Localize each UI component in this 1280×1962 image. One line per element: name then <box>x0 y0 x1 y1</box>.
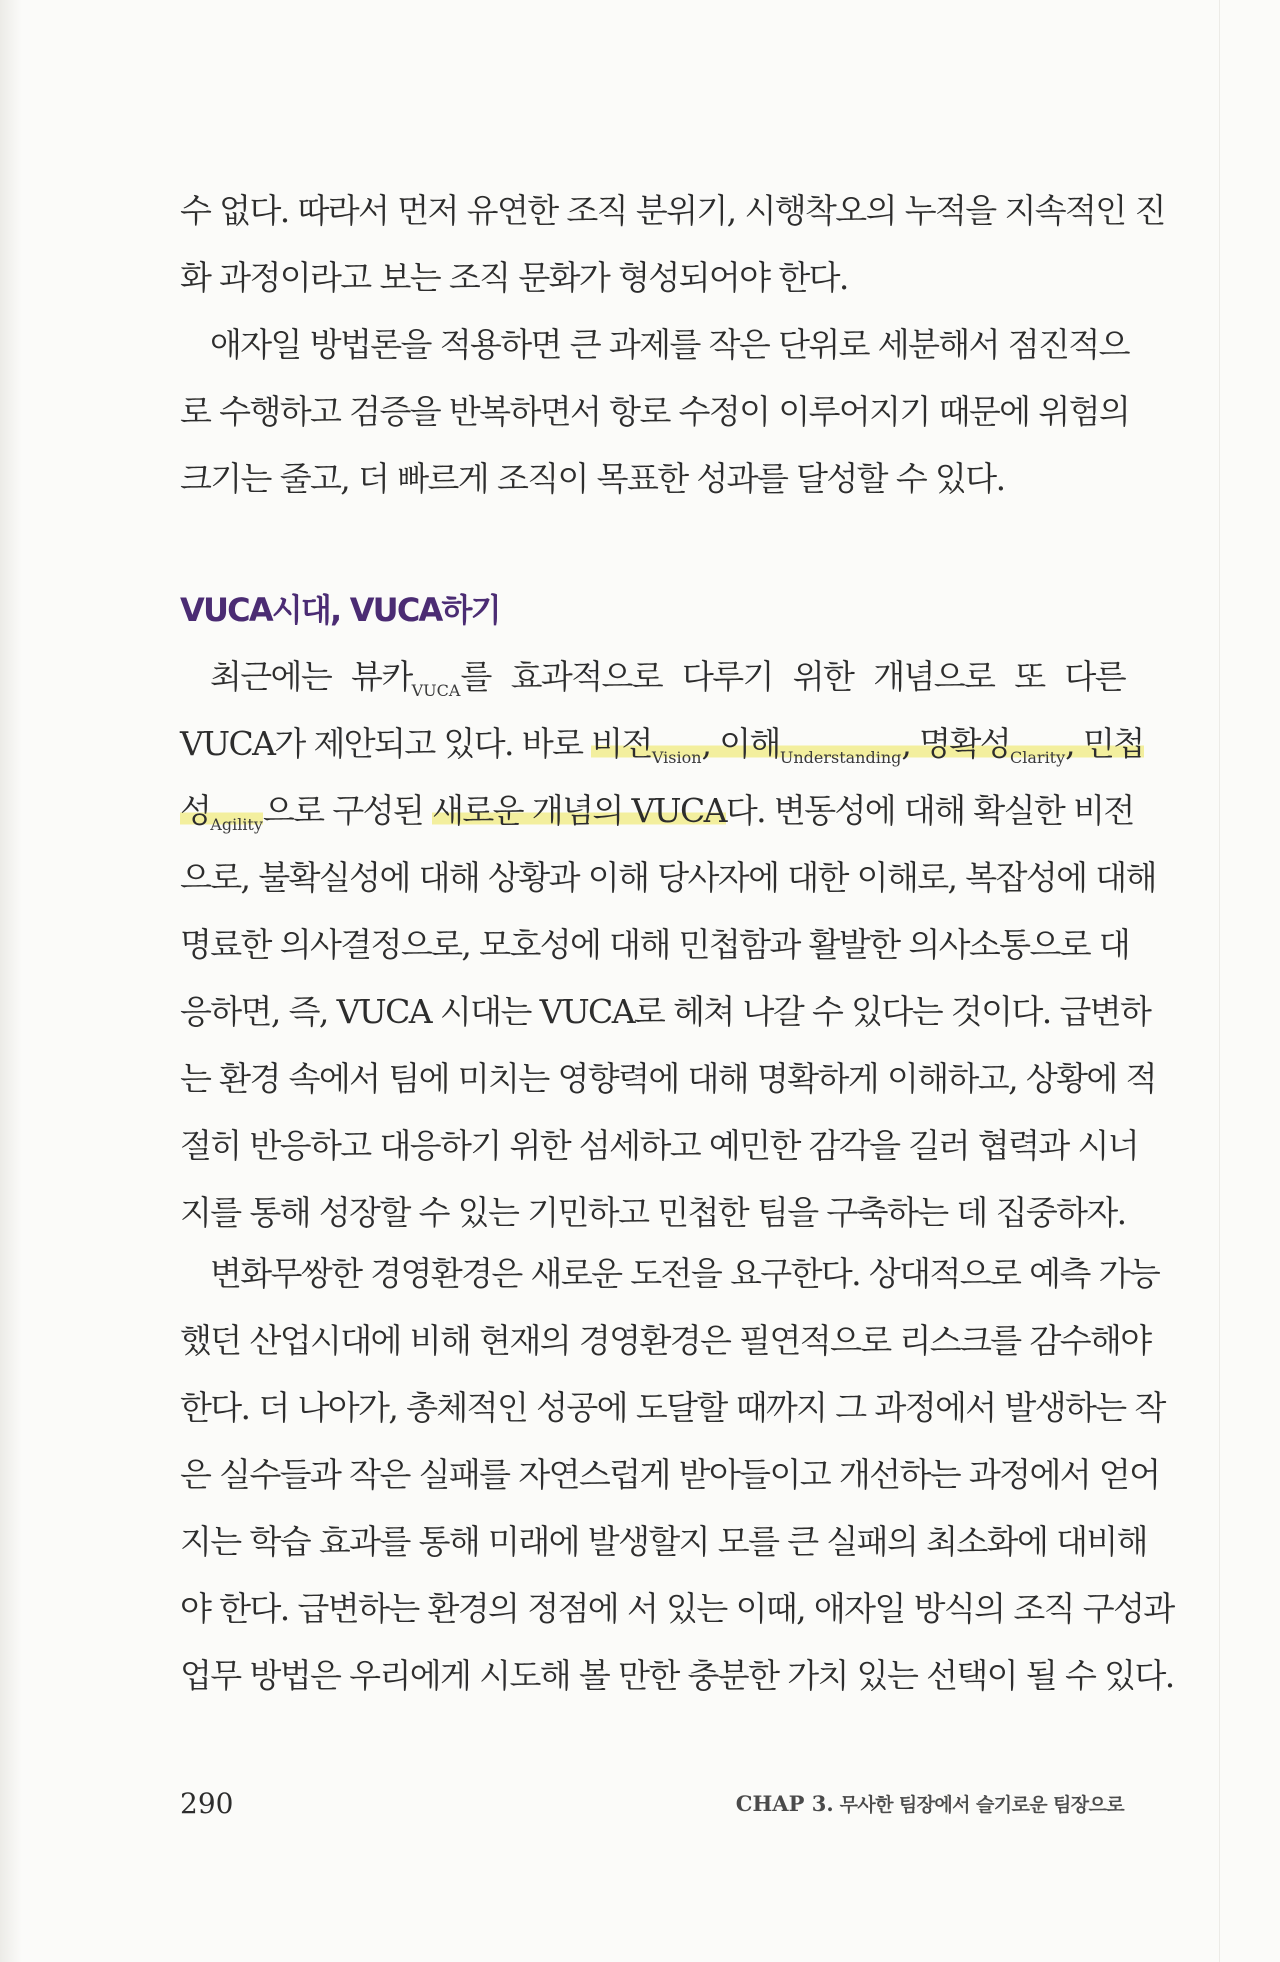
paragraph-2 <box>180 311 1130 512</box>
text-line: 최근에는 뷰카$_{VUCA}$를 효과적으로 다루기 위한 개념으로 또 다른 <box>210 657 1125 700</box>
text-line: 으로, 불확실성에 대해 상황과 이해 당사자에 대한 이해로, 복잡성에 대해 <box>180 858 1156 897</box>
gloss: Vision <box>651 748 702 767</box>
text-line: 애자일 방법론을 적용하면 큰 과제를 작은 단위로 세분해서 점진적으 <box>210 325 1129 364</box>
running-footer <box>736 1790 1124 1817</box>
text-line: 는 환경 속에서 팀에 미치는 영향력에 대해 명확하게 이해하고, 상황에 적 <box>180 1059 1156 1098</box>
text-line: 지를 통해 성장할 수 있는 기민하고 민첩한 팀을 구축하는 데 집중하자. <box>180 1193 1126 1232</box>
page-gutter-shadow <box>0 0 22 1962</box>
chapter-label: CHAP 3. <box>735 1791 834 1816</box>
highlight: 새로운 개념의 VUCA <box>432 791 726 830</box>
gloss: Understanding <box>779 748 902 767</box>
highlight: 비전$_{Vision}$, 이해$_{Understanding}$, 명확성$_{Clarity}$, 민첩 <box>591 724 1144 767</box>
text-line: 명료한 의사결정으로, 모호성에 대해 민첩함과 활발한 의사소통으로 대 <box>180 925 1130 964</box>
highlight: 성$_{Agility}$ <box>180 791 263 834</box>
chapter-title: 무사한 팀장에서 슬기로운 팀장으로 <box>839 1794 1124 1816</box>
paragraph-3 <box>180 643 1156 1246</box>
text-line: 야 한다. 급변하는 환경의 정점에 서 있는 이때, 애자일 방식의 조직 구성과 <box>180 1589 1174 1628</box>
text-line: 크기는 줄고, 더 빠르게 조직이 목표한 성과를 달성할 수 있다. <box>180 459 1005 498</box>
gloss: VUCA <box>411 681 461 700</box>
gloss: Clarity <box>1010 748 1066 767</box>
text-line: 수 없다. 따라서 먼저 유연한 조직 분위기, 시행착오의 누적을 지속적인 진 <box>180 191 1165 230</box>
text-line: 변화무쌍한 경영환경은 새로운 도전을 요구한다. 상대적으로 예측 가능 <box>210 1254 1160 1293</box>
text-line: 한다. 더 나아가, 총체적인 성공에 도달할 때까지 그 과정에서 발생하는 작 <box>180 1388 1165 1427</box>
text-line: 했던 산업시대에 비해 현재의 경영환경은 필연적으로 리스크를 감수해야 <box>180 1321 1151 1360</box>
text-line: 업무 방법은 우리에게 시도해 볼 만한 충분한 가치 있는 선택이 될 수 있다. <box>180 1656 1174 1695</box>
text-line: 화 과정이라고 보는 조직 문화가 형성되어야 한다. <box>180 258 848 297</box>
text-line: 성$_{Agility}$으로 구성된 새로운 개념의 VUCA다. 변동성에 대해 확실한 비전 <box>180 791 1134 834</box>
page-number: 290 <box>180 1787 234 1820</box>
page-edge-line <box>1219 0 1220 1962</box>
text-line: 로 수행하고 검증을 반복하면서 항로 수정이 이루어지기 때문에 위험의 <box>180 392 1130 431</box>
text-line: 은 실수들과 작은 실패를 자연스럽게 받아들이고 개선하는 과정에서 얻어 <box>180 1455 1160 1494</box>
paragraph-4 <box>180 1240 1174 1709</box>
text-line: 응하면, 즉, VUCA 시대는 VUCA로 헤쳐 나갈 수 있다는 것이다. 급변하 <box>180 992 1151 1031</box>
section-heading: VUCA시대, VUCA하기 <box>180 591 500 629</box>
paragraph-1 <box>180 177 1165 311</box>
text-line: 지는 학습 효과를 통해 미래에 발생할지 모를 큰 실패의 최소화에 대비해 <box>180 1522 1147 1561</box>
gloss: Agility <box>210 815 263 834</box>
text-line: 절히 반응하고 대응하기 위한 섬세하고 예민한 감각을 길러 협력과 시너 <box>180 1126 1139 1165</box>
text-line: VUCA가 제안되고 있다. 바로 비전$_{Vision}$, 이해$_{Understanding}$, 명확성$_{Clarity}$, 민첩 <box>180 724 1144 767</box>
